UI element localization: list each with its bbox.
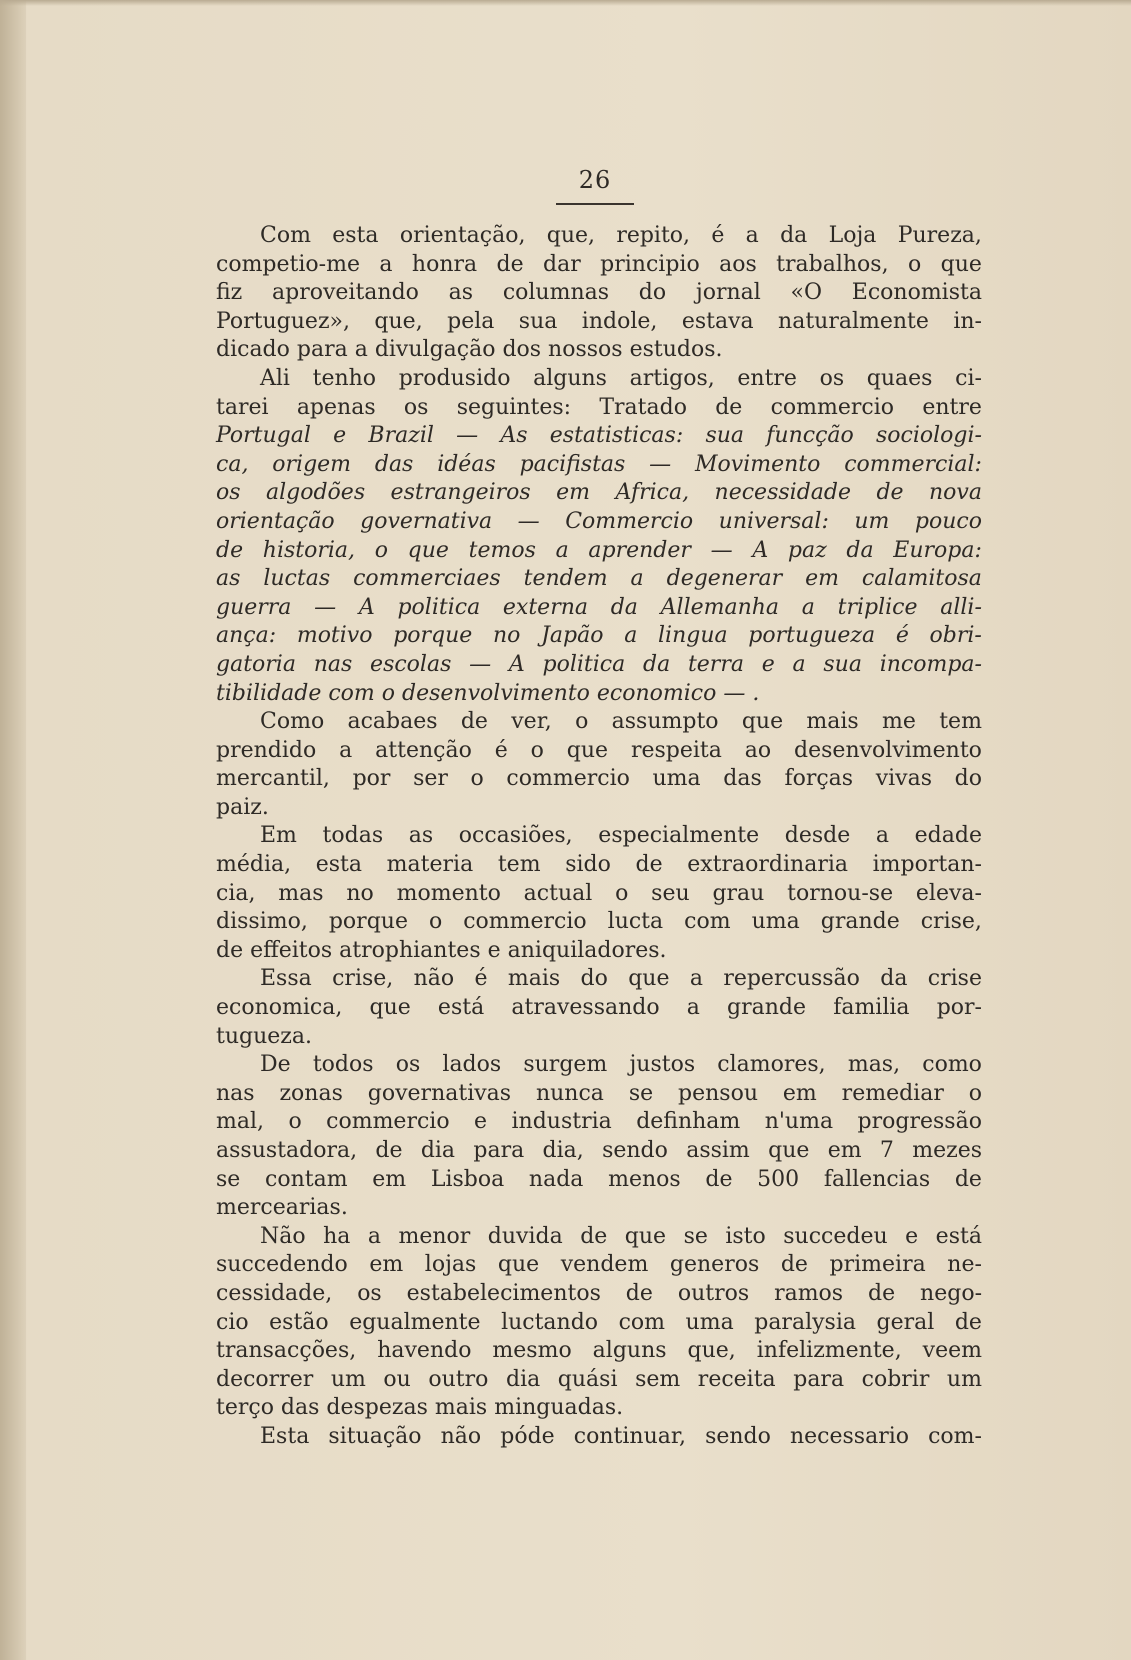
text-line: cia, mas no momento actual o seu grau tornou-se eleva- (216, 880, 982, 906)
text-line: ca, origem das idéas pacifistas — Movimento commercial: (216, 451, 982, 477)
text-line: mal, o commercio e industria definham n'uma progressão (216, 1109, 982, 1135)
text-line: mercantil, por ser o commercio uma das forças vivas do (216, 766, 982, 792)
text-line: Como acabaes de ver, o assumpto que mais me tem (260, 709, 982, 735)
text-line: mercearias. (216, 1195, 348, 1221)
text-line: cessidade, os estabelecimentos de outros ramos de nego- (216, 1280, 982, 1306)
text-line: Essa crise, não é mais do que a repercussão da crise (260, 966, 982, 992)
text-line: cio estão egualmente luctando com uma paralysia geral de (216, 1309, 982, 1335)
text-line: assustadora, de dia para dia, sendo assim que em 7 mezes (216, 1138, 982, 1163)
text-line: dissimo, porque o commercio lucta com uma grande crise, (216, 909, 982, 935)
binding-edge (0, 0, 26, 1660)
text-line: Em todas as occasiões, especialmente desde a edade (260, 823, 982, 849)
text-line: competio-me a honra de dar principio aos trabalhos, o que (216, 251, 982, 277)
text-line: paiz. (216, 794, 269, 820)
text-line: tibilidade com o desenvolvimento economico — . (216, 680, 760, 706)
text-line: nas zonas governativas nunca se pensou em remediar o (216, 1080, 982, 1106)
text-line: terço das despezas mais minguadas. (216, 1395, 624, 1421)
text-line: De todos os lados surgem justos clamores, mas, como (260, 1052, 982, 1078)
text-line: os algodões estrangeiros em Africa, necessidade de nova (216, 480, 982, 506)
text-line: transacções, havendo mesmo alguns que, infelizmente, veem (216, 1338, 982, 1364)
page-number-rule (556, 203, 634, 205)
text-line: Com esta orientação, que, repito, é a da Loja Pureza, (260, 223, 982, 248)
text-line: gatoria nas escolas — A politica da terra e a sua incompa- (216, 651, 982, 677)
text-line: orientação governativa — Commercio universal: um pouco (216, 508, 982, 534)
text-line: Portugal e Brazil — As estatisticas: sua funcção sociologi- (216, 423, 982, 449)
page-top-edge (0, 0, 1131, 6)
text-line: economica, que está atravessando a grande familia por- (216, 995, 982, 1021)
text-line: tugueza. (216, 1023, 312, 1049)
body-text (216, 222, 982, 1452)
text-line: de historia, o que temos a aprender — A paz da Europa: (216, 537, 982, 563)
page-number: 26 (578, 166, 612, 194)
text-line: as luctas commerciaes tendem a degenerar em calamitosa (216, 566, 982, 592)
text-line: ança: motivo porque no Japão a lingua portugueza é obri- (216, 623, 982, 649)
text-line: tarei apenas os seguintes: Tratado de commercio entre (216, 394, 982, 420)
text-line: decorrer um ou outro dia quási sem receita para cobrir um (216, 1366, 982, 1392)
text-line: Ali tenho produsido alguns artigos, entre os quaes ci- (260, 365, 982, 391)
text-line: de effeitos atrophiantes e aniquiladores. (216, 937, 667, 963)
text-line: prendido a attenção é o que respeita ao desenvolvimento (216, 737, 982, 763)
text-line: média, esta materia tem sido de extraordinaria importan- (216, 852, 982, 878)
text-line: Portuguez», que, pela sua indole, estava naturalmente in- (216, 308, 982, 334)
text-line: fiz aproveitando as columnas do jornal «O Economista (216, 280, 982, 306)
text-line: guerra — A politica externa da Allemanha a triplice alli- (216, 594, 982, 620)
text-line: dicado para a divulgação dos nossos estudos. (216, 337, 723, 363)
text-line: Não ha a menor duvida de que se isto succedeu e está (260, 1223, 982, 1249)
text-line: Esta situação não póde continuar, sendo necessario com- (260, 1423, 982, 1449)
text-line: succedendo em lojas que vendem generos de primeira ne- (216, 1252, 982, 1278)
text-line: se contam em Lisboa nada menos de 500 fallencias de (216, 1166, 982, 1192)
